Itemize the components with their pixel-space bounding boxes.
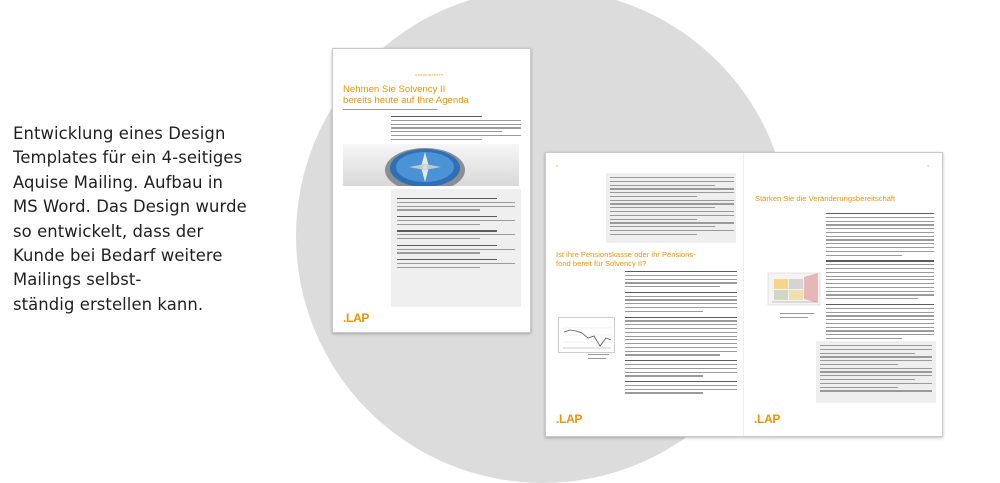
description-line: Entwicklung eines Design [13, 124, 226, 143]
description-line: MS Word. Das Design wurde [13, 197, 247, 217]
description-line: so entwickelt, dass der [13, 221, 204, 241]
description-line: Aquise Mailing. Aufbau in [13, 172, 224, 192]
description-line: Templates für ein 4-seitiges [13, 148, 243, 168]
lap-logo: .LAP [343, 311, 370, 325]
mailing-cover-page [332, 48, 531, 333]
left-heading-line1: Ist ihre Pensionskasse oder ihr Pensions- [556, 250, 696, 259]
page-number-left: 2 [556, 164, 558, 168]
spread-fold [743, 153, 744, 436]
cover-byline [343, 109, 453, 110]
cover-intro-text [391, 116, 521, 140]
left-body-text [625, 271, 737, 394]
project-description [13, 122, 283, 317]
description-line: ständig erstellen kann. [13, 294, 204, 314]
compass-icon [343, 144, 519, 186]
matrix-diagram-thumbnail [766, 271, 822, 309]
highlight-text [610, 177, 734, 235]
left-heading-line2: fond bereit für Solvency II? [556, 259, 647, 268]
page-number-right: 3 [927, 164, 929, 168]
cover-tag: VORWORTEXTE [415, 73, 444, 77]
description-line: Kunde bei Bedarf weitere [13, 246, 223, 266]
cover-title-line1: Nehmen Sie Solvency II [343, 84, 446, 95]
lap-logo-right: .LAP [754, 412, 781, 426]
right-heading: Stärken Sie die Veränderungsbereitschaft [755, 194, 896, 203]
cover-agenda-box [391, 189, 521, 307]
chart-caption [588, 354, 613, 359]
compass-image [343, 144, 519, 186]
diagram-caption [780, 313, 820, 318]
lap-logo-left: .LAP [556, 412, 583, 426]
line-chart-thumbnail [558, 317, 615, 353]
description-line: Mailings selbst- [13, 270, 142, 290]
right-highlight-text [820, 345, 932, 392]
mailing-inner-spread [545, 152, 943, 437]
cover-title-line2: bereits heute auf Ihre Agenda [343, 95, 469, 106]
right-body-text-upper [826, 213, 934, 339]
